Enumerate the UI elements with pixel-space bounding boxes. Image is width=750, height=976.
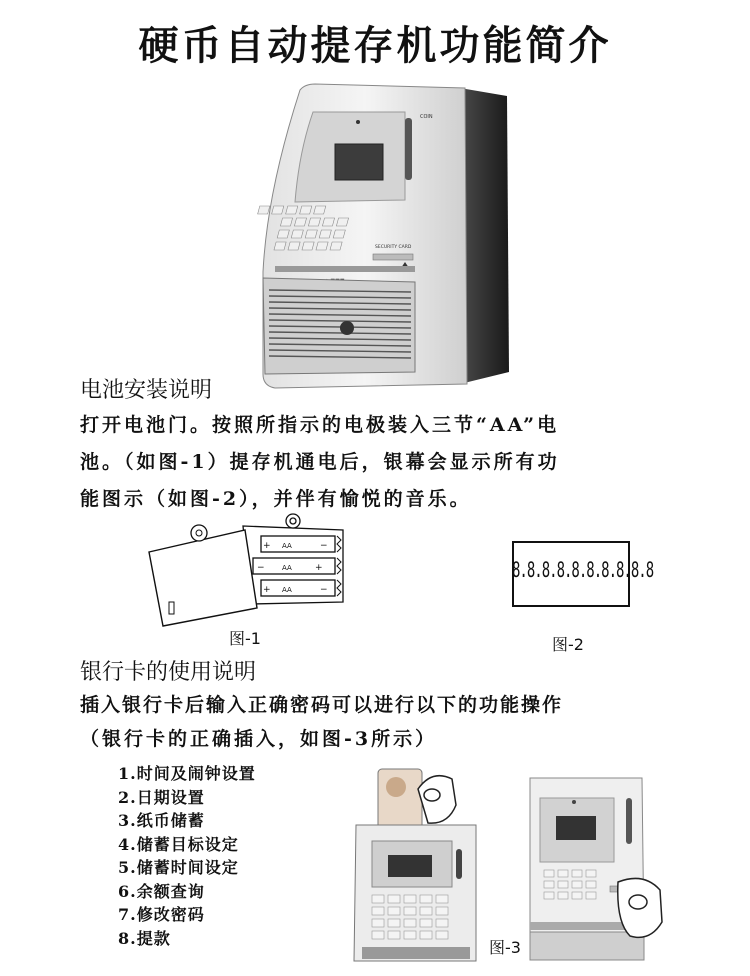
figure-2-lcd-digits: 8.8.8.8.8.8.8.8.8.8 (512, 559, 654, 583)
figure-3-card-insertion-photo (352, 765, 480, 965)
figure-3-device-side-photo (526, 772, 666, 964)
battery-line-1: 打开电池门。按照所指示的电极装入三节“AA”电 (80, 414, 560, 436)
figure-2-caption: 图-2 (552, 635, 584, 654)
svg-text:AA: AA (282, 542, 292, 550)
card-line-1: 插入银行卡后输入正确密码可以进行以下的功能操作 (80, 694, 564, 716)
list-item: 8.提款 (118, 928, 171, 948)
svg-text:+: + (263, 541, 271, 551)
svg-text:−: − (257, 563, 265, 573)
card-heading: 银行卡的使用说明 (80, 660, 257, 685)
svg-text:+: + (263, 585, 271, 595)
svg-text:AA: AA (282, 586, 292, 594)
svg-text:+: + (315, 563, 323, 573)
figure-1-caption: 图-1 (229, 629, 261, 648)
battery-line-3: 能图示（如图-2），并伴有愉悦的音乐。 (80, 488, 472, 510)
figure-3-caption: 图-3 (489, 938, 521, 957)
coin-label: COIN (420, 114, 433, 120)
page-title: 硬币自动提存机功能简介 (138, 23, 612, 69)
list-item: 7.修改密码 (118, 905, 205, 924)
figure-1-battery-diagram (145, 512, 355, 630)
list-item: 6.余额查询 (118, 881, 205, 901)
svg-text:−: − (320, 541, 328, 551)
battery-line-2: 池。（如图-1）提存机通电后，银幕会显示所有功 (80, 451, 560, 473)
svg-text:−: − (320, 585, 328, 595)
list-item: 5.储蓄时间设定 (118, 858, 239, 877)
list-item: 1.时间及闹钟设置 (118, 764, 256, 783)
battery-heading: 电池安装说明 (80, 378, 213, 403)
list-item: 4.储蓄目标设定 (118, 834, 239, 854)
atm-device-photo (255, 82, 515, 394)
list-item: 3.纸币储蓄 (118, 811, 205, 830)
list-item: 2.日期设置 (118, 787, 205, 807)
card-line-2: （银行卡的正确插入，如图-3所示） (80, 728, 438, 750)
feature-list (118, 762, 256, 950)
security-card-label: SECURITY CARD (375, 245, 412, 250)
svg-text:AA: AA (282, 564, 292, 572)
